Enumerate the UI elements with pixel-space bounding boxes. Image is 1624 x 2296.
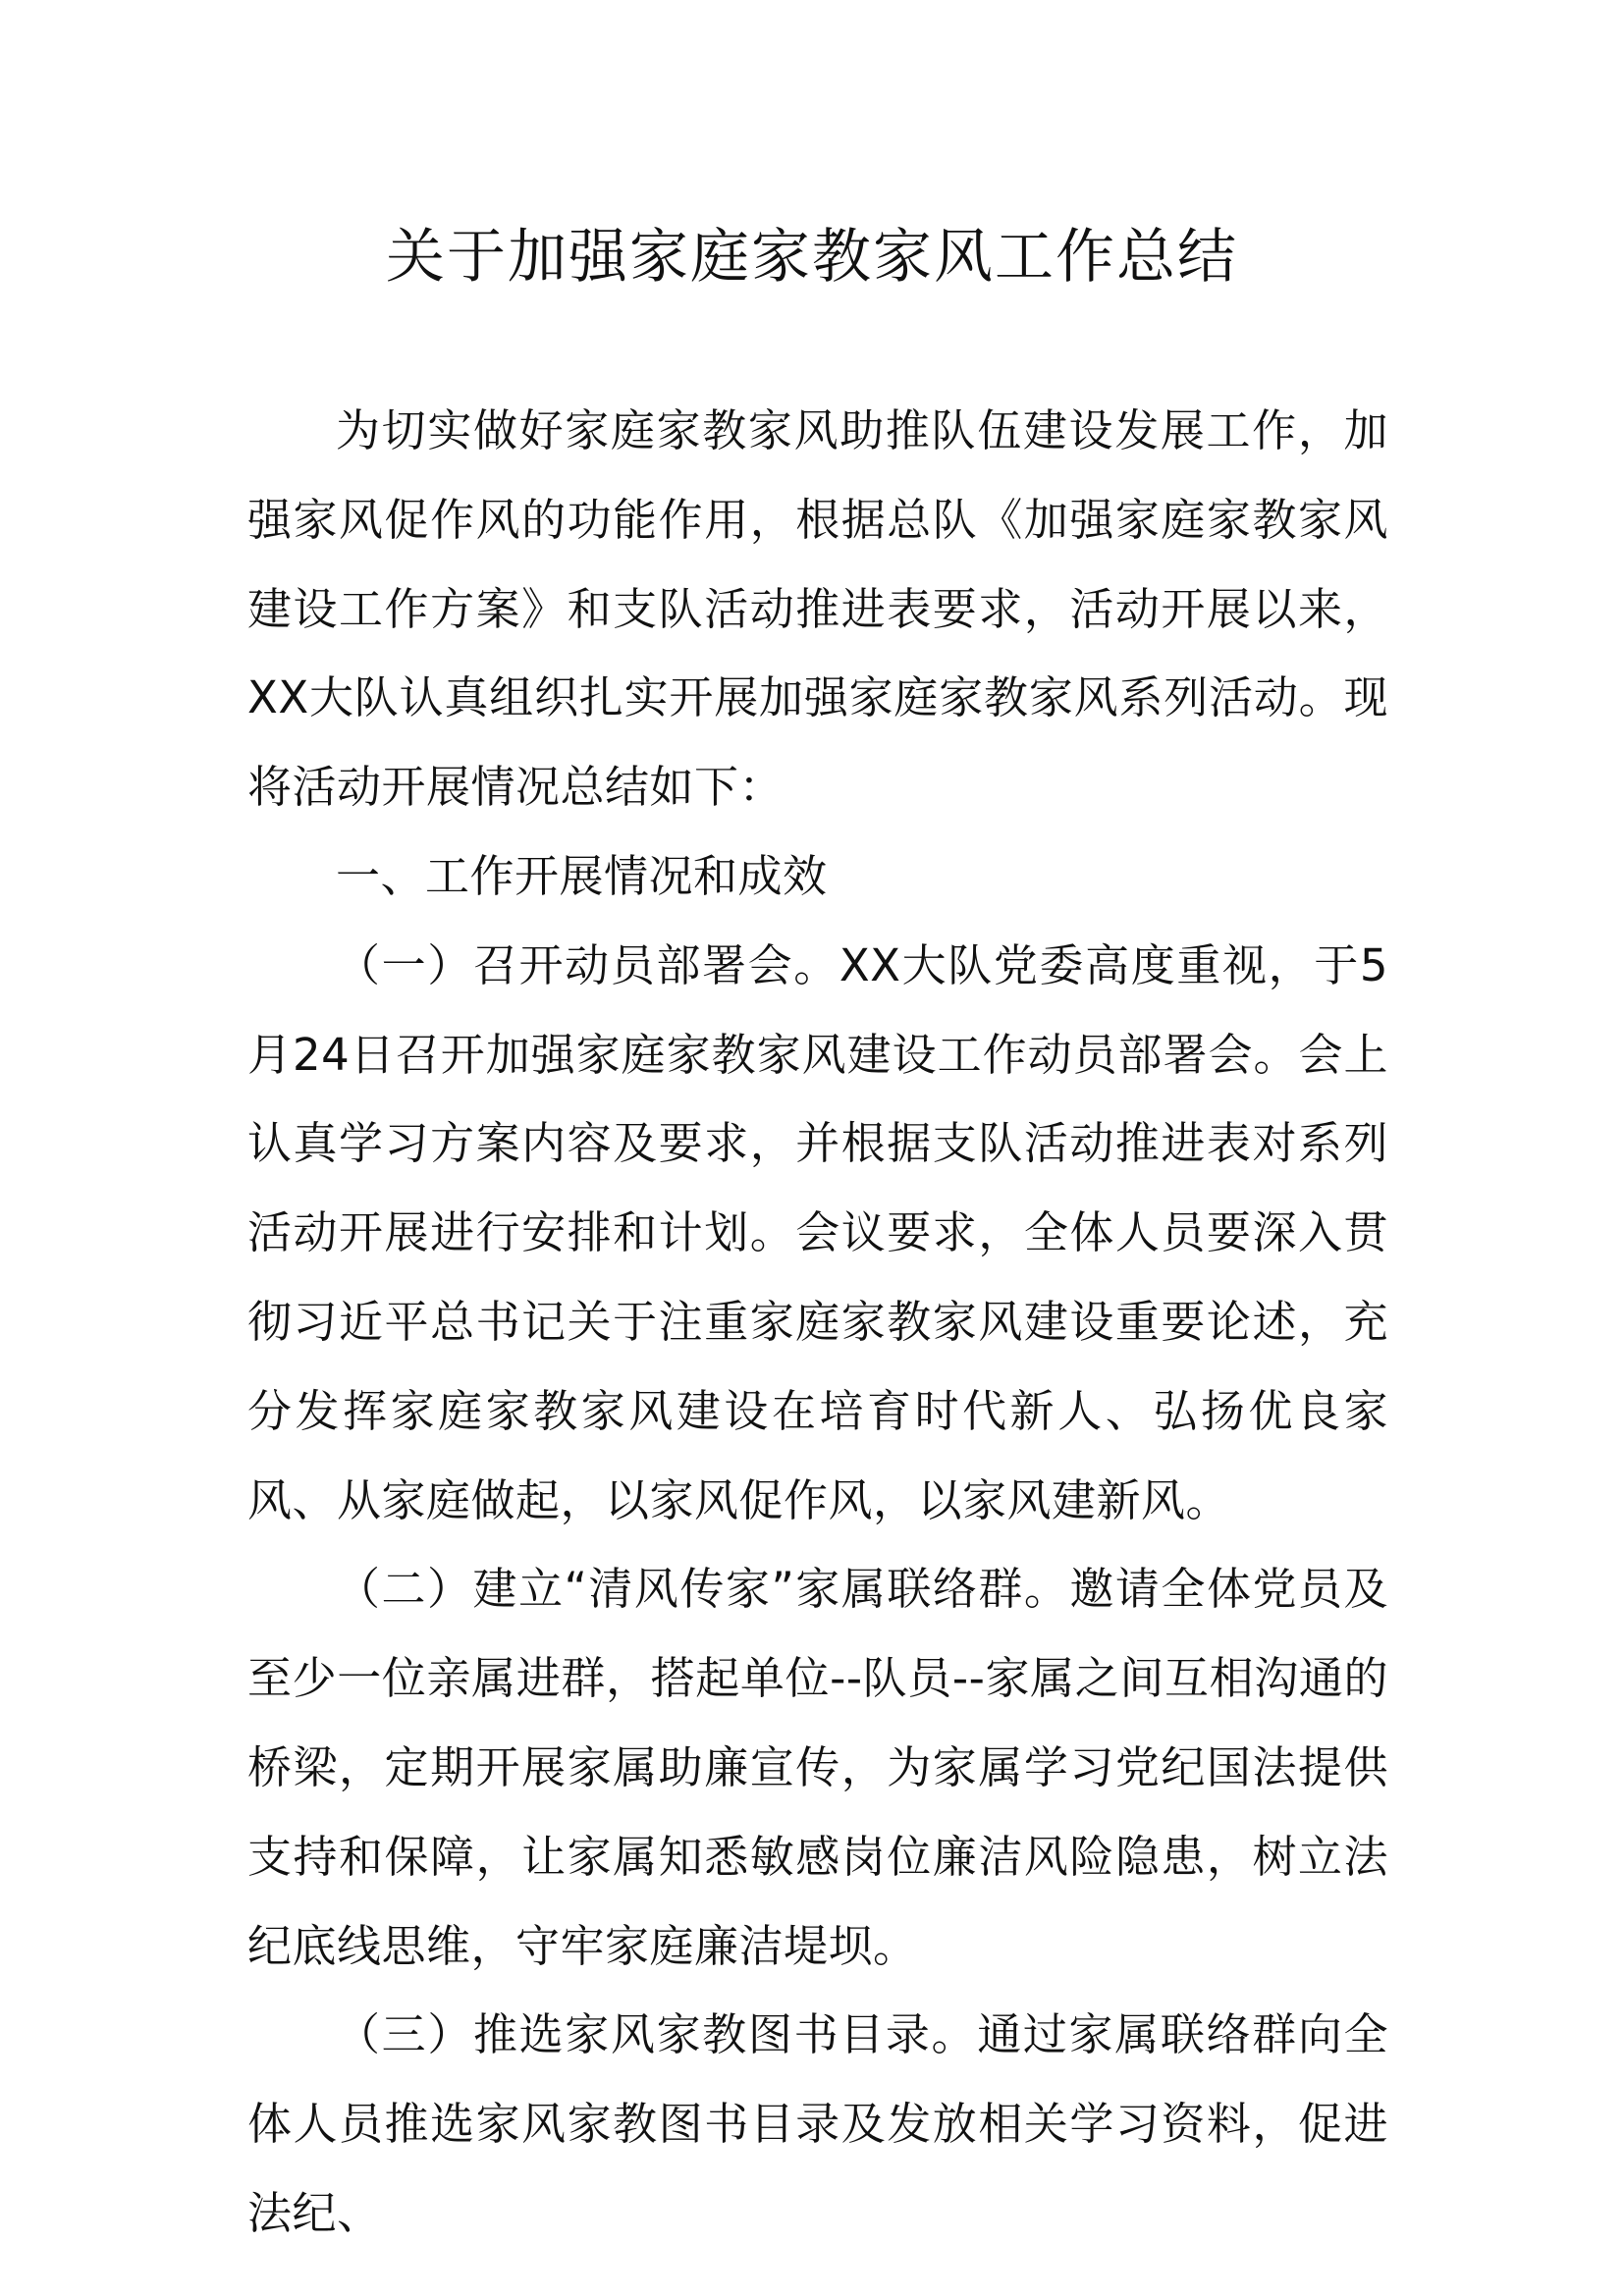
document-title: 关于加强家庭家教家风工作总结 <box>386 223 1238 292</box>
paragraph-intro: 为切实做好家庭家教家风助推队伍建设发展工作，加强家风促作风的功能作用，根据总队《加强家庭家教家风建设工作方案》和支队活动推进表要求，活动开展以来，XX大队认真组织扎实开展加强家庭家教家风系列活动。现将活动开展情况总结如下： <box>247 404 1388 814</box>
paragraph-item-1: （一）召开动员部署会。XX大队党委高度重视，于5月24日召开加强家庭家教家风建设工作动员部署会。会上认真学习方案内容及要求，并根据支队活动推进表对系列活动开展进行安排和计划。会议要求，全体人员要深入贯彻习近平总书记关于注重家庭家教家风建设重要论述，充分发挥家庭家教家风建设在培育时代新人、弘扬优良家风、从家庭做起，以家风促作风，以家风建新风。 <box>247 938 1388 1526</box>
document-body <box>247 387 1388 2259</box>
paragraph-item-3: （三）推选家风家教图书目录。通过家属联络群向全体人员推选家风家教图书目录及发放相关学习资料，促进法纪、 <box>247 2008 1388 2239</box>
paragraph-item-2: （二）建立“清风传家”家属联络群。邀请全体党员及至少一位亲属进群，搭起单位--队员--家属之间互相沟通的桥梁，定期开展家属助廉宣传，为家属学习党纪国法提供支持和保障，让家属知悉敏感岗位廉洁风险隐患，树立法纪底线思维，守牢家庭廉洁堤坝。 <box>247 1563 1388 1972</box>
section-heading: 一、工作开展情况和成效 <box>336 849 828 902</box>
